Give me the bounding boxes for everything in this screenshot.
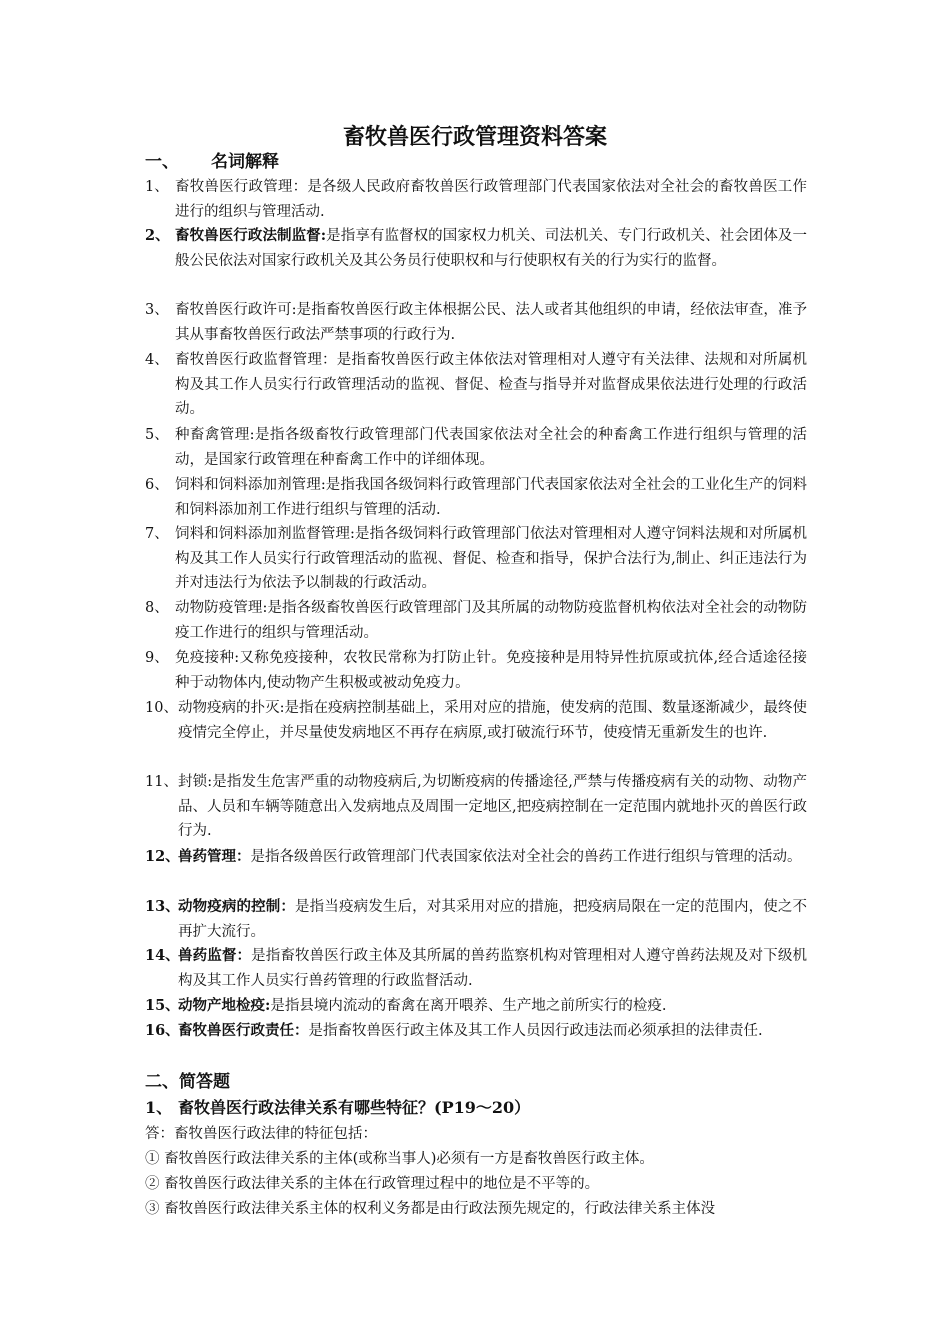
definition-item bbox=[145, 1019, 807, 1044]
definition-item bbox=[145, 298, 807, 347]
definition-text: 饲料和饲料添加剂管理:是指我国各级饲料行政管理部门代表国家依法对全社会的工业化生产的饲料和饲料添加剂工作进行组织与管理的活动. bbox=[175, 477, 807, 518]
definition-item bbox=[145, 770, 807, 844]
definition-item bbox=[145, 473, 807, 522]
definition-text: 畜牧兽医行政管理：是各级人民政府畜牧兽医行政管理部门代表国家依法对全社会的畜牧兽医工作进行的组织与管理活动. bbox=[175, 179, 807, 220]
definition-item bbox=[145, 224, 807, 273]
section-title: 名词解释 bbox=[211, 152, 279, 172]
definition-number: 13、 bbox=[145, 898, 180, 915]
definition-item bbox=[145, 845, 807, 870]
definition-text: 免疫接种:又称免疫接种，农牧民常称为打防止针。免疫接种是用特异性抗原或抗体,经合适途径接种于动物体内,使动物产生积极或被动免疫力。 bbox=[175, 650, 807, 691]
definition-number: 2、 bbox=[145, 227, 170, 244]
definition-item bbox=[145, 696, 807, 745]
definition-text: 是指畜牧兽医行政主体及其所属的兽药监察机构对管理相对人遵守兽药法规及对下级机构及其工作人员实行兽药管理的行政监督活动. bbox=[178, 948, 807, 989]
definition-item bbox=[145, 646, 807, 695]
definition-item bbox=[145, 895, 807, 944]
definition-term: 兽药监督： bbox=[178, 947, 252, 964]
definition-number: 4、 bbox=[145, 352, 169, 368]
definition-number: 11、 bbox=[145, 774, 178, 790]
definition-item bbox=[145, 994, 807, 1019]
definition-item bbox=[145, 423, 807, 472]
definition-term: 动物产地检疫: bbox=[178, 997, 271, 1014]
definition-text: 是指享有监督权的国家权力机关、司法机关、专门行政机关、社会团体及一般公民依法对国家行政机关及其公务员行使职权和与行使职权有关的行为实行的监督。 bbox=[175, 228, 808, 269]
question-text: 畜牧兽医行政法律关系有哪些特征？(P19～20） bbox=[178, 1098, 531, 1117]
definition-number: 10、 bbox=[145, 700, 178, 716]
definition-text: 动物疫病的扑灭:是指在疫病控制基础上，采用对应的措施，使发病的范围、数量逐渐减少，最终使疫情完全停止，并尽量使发病地区不再存在病原,或打破流行环节，使疫情无重新发生的也许. bbox=[178, 700, 807, 741]
definition-text: 畜牧兽医行政监督管理：是指畜牧兽医行政主体依法对管理相对人遵守有关法律、法规和对所属机构及其工作人员实行行政管理活动的监视、督促、检查与指导并对监督成果依法进行处理的行政活动。 bbox=[175, 352, 807, 417]
definition-number: 3、 bbox=[145, 302, 169, 318]
section-heading-terms bbox=[145, 150, 279, 174]
answer-line: 答：畜牧兽医行政法律的特征包括： bbox=[145, 1126, 377, 1142]
answer-line: ③ 畜牧兽医行政法律关系主体的权利义务都是由行政法预先规定的，行政法律关系主体没 bbox=[145, 1201, 716, 1217]
section-heading-short-answer: 二、简答题 bbox=[145, 1072, 230, 1092]
definition-number: 16、 bbox=[145, 1022, 180, 1039]
document-title: 畜牧兽医行政管理资料答案 bbox=[342, 124, 607, 150]
definition-number: 14、 bbox=[145, 947, 180, 964]
answer-line: ② 畜牧兽医行政法律关系的主体在行政管理过程中的地位是不平等的。 bbox=[145, 1176, 600, 1192]
definition-term: 兽药管理： bbox=[178, 848, 251, 865]
definition-text: 是指各级兽医行政管理部门代表国家依法对全社会的兽药工作进行组织与管理的活动。 bbox=[250, 849, 802, 865]
definition-item bbox=[145, 944, 807, 993]
definition-term: 畜牧兽医行政责任： bbox=[178, 1022, 309, 1039]
definition-text: 饲料和饲料添加剂监督管理:是指各级饲料行政管理部门依法对管理相对人遵守饲料法规和对所属机构及其工作人员实行行政管理活动的监视、督促、检查和指导，保护合法行为,制止、纠正违法行为并对违法行为依法予以制裁的行政活动。 bbox=[175, 526, 807, 591]
definition-text: 畜牧兽医行政许可:是指畜牧兽医行政主体根据公民、法人或者其他组织的申请，经依法审查，准予其从事畜牧兽医行政法严禁事项的行政行为. bbox=[175, 302, 807, 343]
definition-text: 种畜禽管理:是指各级畜牧行政管理部门代表国家依法对全社会的种畜禽工作进行组织与管理的活动，是国家行政管理在种畜禽工作中的详细体现。 bbox=[175, 427, 807, 468]
definition-text: 动物防疫管理:是指各级畜牧兽医行政管理部门及其所属的动物防疫监督机构依法对全社会的动物防疫工作进行的组织与管理活动。 bbox=[175, 600, 807, 641]
definition-item bbox=[145, 596, 807, 645]
section-number: 一、 bbox=[145, 152, 179, 172]
definition-text: 是指畜牧兽医行政主体及其工作人员因行政违法而必须承担的法律责任. bbox=[308, 1023, 763, 1039]
definition-item bbox=[145, 175, 807, 224]
definition-item bbox=[145, 348, 807, 422]
definition-term: 畜牧兽医行政法制监督: bbox=[175, 227, 327, 244]
definition-number: 12、 bbox=[145, 848, 180, 865]
question-heading bbox=[145, 1096, 530, 1120]
definition-number: 7、 bbox=[145, 526, 169, 542]
definition-item bbox=[145, 522, 807, 596]
question-number: 1、 bbox=[145, 1098, 173, 1117]
definition-text: 是指当疫病发生后，对其采用对应的措施，把疫病局限在一定的范围内，使之不再扩大流行。 bbox=[178, 899, 807, 940]
definition-text: 是指县境内流动的畜禽在离开喂养、生产地之前所实行的检疫. bbox=[270, 998, 667, 1014]
definition-number: 5、 bbox=[145, 427, 169, 443]
definition-number: 1、 bbox=[145, 179, 169, 195]
definition-text: 封锁:是指发生危害严重的动物疫病后,为切断疫病的传播途径,严禁与传播疫病有关的动物、动物产品、人员和车辆等随意出入发病地点及周围一定地区,把疫病控制在一定范围内就地扑灭的兽医行政行为. bbox=[178, 774, 807, 839]
definition-number: 15、 bbox=[145, 997, 180, 1014]
answer-line: ① 畜牧兽医行政法律关系的主体(或称当事人)必须有一方是畜牧兽医行政主体。 bbox=[145, 1151, 654, 1167]
definition-number: 6、 bbox=[145, 477, 169, 493]
definition-number: 9、 bbox=[145, 650, 169, 666]
definition-term: 动物疫病的控制： bbox=[178, 898, 296, 915]
definition-number: 8、 bbox=[145, 600, 169, 616]
